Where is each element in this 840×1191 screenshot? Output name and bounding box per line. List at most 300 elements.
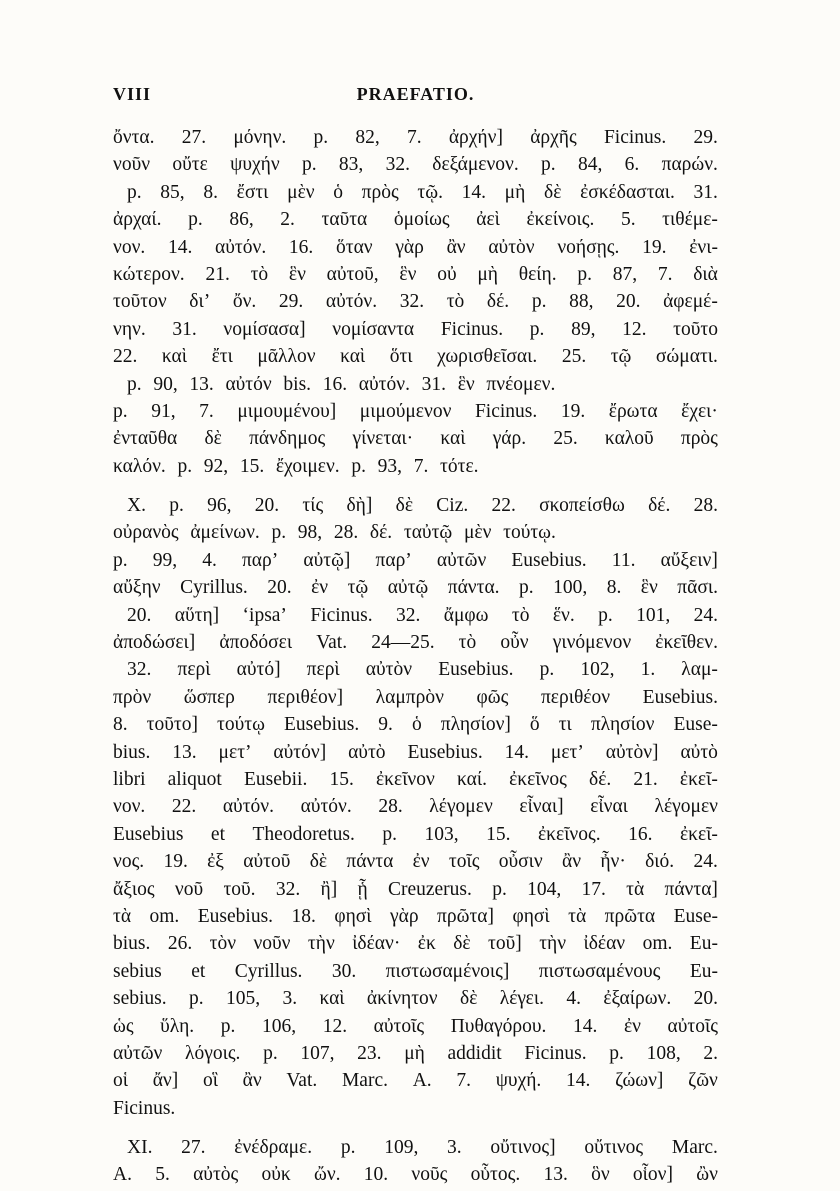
word: ἔρωτα: [608, 400, 658, 422]
word: X.: [127, 495, 146, 517]
word: 21.: [633, 768, 658, 790]
word: τὴν: [539, 933, 567, 955]
word: XI.: [127, 1137, 153, 1159]
word: τῷ.: [417, 181, 443, 203]
word: ἓν: [457, 373, 475, 395]
word: τοῦ]: [488, 933, 522, 955]
word: p.: [301, 154, 317, 176]
word: ὄν.: [232, 291, 257, 313]
word: δὲ: [460, 988, 478, 1010]
word: πάνδημος: [249, 428, 326, 450]
word: 20.: [254, 495, 280, 517]
word: ἐνι-: [689, 236, 718, 258]
word: A.: [113, 1164, 132, 1186]
word: 24.: [693, 851, 718, 873]
word: 103,: [424, 823, 459, 845]
word: τὰ: [626, 878, 645, 900]
word: 20.: [267, 577, 292, 599]
word: Eu-: [689, 933, 718, 955]
word: Marc.: [341, 1070, 388, 1092]
word: 27.: [181, 127, 207, 148]
word: τούτῳ: [217, 714, 265, 736]
word: ἀρχήν]: [448, 127, 503, 148]
text-line: [113, 398, 718, 425]
word: 9.: [378, 714, 393, 736]
word: αὔξειν]: [660, 549, 718, 571]
word: δέ.: [486, 291, 510, 313]
text-line: [113, 371, 718, 398]
text-line: [113, 711, 718, 738]
word: 17.: [581, 878, 606, 900]
word: οὐρανὸς: [113, 522, 179, 544]
word: 31.: [693, 181, 718, 203]
word: ψυχήν: [230, 154, 280, 176]
word: καλόν.: [113, 455, 166, 477]
word: 16.: [322, 373, 348, 395]
word: A.: [412, 1070, 432, 1092]
word: νοήσῃς.: [557, 236, 620, 258]
critical-apparatus-text: [113, 124, 718, 1189]
word: p.: [340, 1137, 356, 1159]
word: διὰ: [693, 263, 718, 285]
word: 15.: [329, 768, 354, 790]
word: τὸ: [250, 263, 269, 285]
word: αὐτῶν: [436, 549, 487, 571]
word: αὔξην: [113, 577, 161, 599]
word: ἔτι: [211, 346, 233, 368]
text-line: [113, 261, 718, 288]
word: μετ’: [550, 741, 584, 763]
word: 7.: [413, 455, 429, 477]
word: 20.: [693, 988, 718, 1010]
word: εἶναι]: [519, 796, 564, 818]
word: καλοῦ: [604, 428, 654, 450]
word: αὐτόν.: [215, 236, 267, 258]
word: 21.: [205, 263, 230, 285]
page-header: [113, 78, 718, 108]
word: πρὸς: [361, 181, 399, 203]
word: ‘ipsa’: [242, 604, 287, 626]
word: λέγει.: [499, 988, 544, 1010]
word: πρῶτα]: [437, 905, 495, 927]
word: ἕν.: [552, 604, 575, 626]
word: δὲ: [204, 428, 222, 450]
word: ἓν: [399, 263, 417, 285]
word: Vat.: [316, 632, 348, 654]
word: τούτῳ.: [503, 522, 556, 544]
word: δὲ: [453, 933, 471, 955]
running-title: PRAEFATIO.: [356, 84, 475, 104]
word: 20.: [616, 291, 641, 313]
text-line: [113, 602, 718, 629]
word: 18.: [291, 905, 316, 927]
word: 98,: [297, 522, 323, 544]
word: et: [210, 823, 225, 845]
word: νοῦν: [253, 933, 291, 955]
word: Ficinus.: [310, 604, 373, 626]
word: ζῶν: [688, 1070, 718, 1092]
word: ἔχοιμεν.: [275, 455, 340, 477]
word: 91,: [151, 400, 176, 422]
word: p.: [313, 127, 329, 148]
word: ἐκείνοις.: [526, 209, 595, 231]
word: p.: [539, 659, 555, 681]
word: νομίσαντα: [332, 318, 415, 340]
text-line: [113, 206, 718, 233]
word: 22.: [491, 495, 516, 517]
word: σώματι.: [655, 346, 718, 368]
word: 109,: [384, 1137, 419, 1159]
word: τοῦτο]: [146, 714, 198, 736]
word: 108,: [646, 1042, 681, 1064]
text-line: [113, 234, 718, 261]
word: 15.: [486, 823, 511, 845]
word: αὐτῷ: [387, 577, 429, 599]
word: νον.: [113, 236, 146, 258]
word: p.: [609, 1042, 624, 1064]
word: 19.: [560, 400, 586, 422]
word: δέ.: [589, 768, 612, 790]
word: 14.: [461, 181, 486, 203]
word: τίς: [302, 495, 324, 517]
word: οἳ: [202, 1070, 218, 1092]
word: διό.: [645, 851, 675, 873]
word: πλησίον: [590, 714, 655, 736]
word: φησὶ: [334, 905, 372, 927]
word: 102,: [580, 659, 615, 681]
word: 93,: [377, 455, 403, 477]
word: ἀφεμέ-: [663, 291, 718, 313]
word: p.: [188, 209, 203, 231]
word: 7.: [657, 263, 673, 285]
word: πιστωσαμένοις]: [385, 960, 510, 982]
word: οὔτινος: [584, 1137, 644, 1159]
word: αὐτόν.: [300, 796, 352, 818]
text-line: [113, 316, 718, 343]
word: 100,: [553, 577, 588, 599]
word: γινόμενον: [552, 632, 632, 654]
word: παρών.: [661, 154, 718, 176]
word: ἦν·: [600, 851, 626, 873]
text-line: [113, 821, 718, 848]
word: τοῦ.: [223, 878, 256, 900]
word: πρὸς: [680, 428, 718, 450]
text-line: [113, 930, 718, 957]
word: 86,: [229, 209, 254, 231]
word: νην.: [113, 318, 146, 340]
word: 31.: [421, 373, 447, 395]
word: ἀποδώσει]: [113, 632, 196, 654]
word: αὐτόν: [225, 373, 272, 395]
word: αὐτὸν: [488, 236, 535, 258]
word: περιθέον: [540, 686, 611, 708]
word: ἀκίνητον: [366, 988, 438, 1010]
word: δέ.: [369, 522, 393, 544]
word: 99,: [152, 549, 178, 571]
word: 32.: [275, 878, 301, 900]
word: μὴ: [504, 181, 526, 203]
word: οὐκ: [261, 1164, 291, 1186]
word: τὸ: [458, 632, 477, 654]
word: 12.: [322, 1015, 348, 1037]
word: p.: [169, 495, 184, 517]
word: bis.: [283, 373, 312, 395]
text-line: [113, 124, 718, 151]
word: 29.: [278, 291, 304, 313]
word: ταῦτα: [321, 209, 368, 231]
word: Theodoretus.: [252, 823, 355, 845]
word: ἐν: [412, 851, 430, 873]
word: om.: [642, 933, 673, 955]
word: ὃν: [591, 1164, 610, 1186]
word: 87,: [612, 263, 638, 285]
word: οὗτος.: [470, 1164, 521, 1186]
word: οὖσιν: [498, 851, 543, 873]
word: 13.: [172, 741, 197, 763]
word: πλησίον]: [440, 714, 511, 736]
word: 107,: [300, 1042, 335, 1064]
word: αὐτὸ: [680, 741, 718, 763]
word: παρ’: [241, 549, 279, 571]
word: 105,: [225, 988, 261, 1010]
word: p.: [351, 455, 366, 477]
word: 32.: [396, 604, 421, 626]
word: αὐτὸ: [348, 741, 386, 763]
word: μιμουμένου]: [237, 400, 337, 422]
word: 96,: [207, 495, 232, 517]
word: ἐκ: [417, 933, 436, 955]
word: 106,: [261, 1015, 297, 1037]
word: 5.: [155, 1164, 170, 1186]
word: ὡς: [113, 1015, 134, 1037]
word: μόνην.: [233, 127, 287, 148]
word: αὐτῶν: [113, 1042, 163, 1064]
word: Eusebius.: [438, 659, 514, 681]
word: 3.: [447, 1137, 462, 1159]
word: τὸν: [209, 933, 237, 955]
word: εἶναι: [590, 796, 628, 818]
word: δὴ]: [346, 495, 373, 517]
word: οἱ: [113, 1070, 128, 1092]
word: οὐ: [437, 263, 457, 285]
word: γὰρ: [390, 905, 419, 927]
word: ἄμφω: [443, 604, 489, 626]
word: ζώων]: [615, 1070, 664, 1092]
text-line: [113, 492, 718, 519]
text-line: [113, 1067, 718, 1094]
word: Ficinus.: [603, 127, 667, 148]
word: 4.: [202, 549, 217, 571]
word: ἐνταῦθα: [113, 428, 178, 450]
word: ἰδέαν: [583, 933, 626, 955]
word: ᾗ: [357, 878, 368, 900]
word: 101,: [636, 604, 671, 626]
word: sebius.: [113, 988, 167, 1010]
word: φησὶ: [512, 905, 550, 927]
word: Eusebius.: [511, 549, 587, 571]
paragraph: [113, 124, 718, 480]
word: 31.: [172, 318, 197, 340]
text-line: [113, 288, 718, 315]
text-line: [113, 656, 718, 683]
word: p.: [263, 1042, 278, 1064]
word: ἀποδόσει: [219, 632, 293, 654]
word: φῶς: [476, 686, 509, 708]
page: [113, 78, 718, 1189]
word: ὁ: [333, 181, 343, 203]
word: 32.: [127, 659, 152, 681]
word: οἷον]: [632, 1164, 673, 1186]
text-line: [113, 876, 718, 903]
word: χωρισθεῖσαι.: [437, 346, 538, 368]
word: p.: [531, 291, 547, 313]
word: 14.: [566, 1070, 591, 1092]
text-line: [113, 425, 718, 452]
word: λόγοις.: [185, 1042, 241, 1064]
word: Creuzerus.: [387, 878, 472, 900]
word: ὅταν: [335, 236, 373, 258]
word: ἐκεῖ-: [679, 768, 718, 790]
word: Euse-: [673, 905, 718, 927]
word: 28.: [378, 796, 403, 818]
word: 27.: [181, 1137, 206, 1159]
word: 2.: [280, 209, 295, 231]
word: 92,: [203, 455, 229, 477]
text-line: [113, 1134, 718, 1161]
word: αὐτό]: [236, 659, 281, 681]
word: μὲν: [287, 181, 315, 203]
word: Eusebius.: [197, 905, 274, 927]
word: sebius: [113, 960, 162, 982]
word: p.: [127, 181, 142, 203]
word: λέγομεν: [654, 796, 718, 818]
word: p.: [127, 373, 142, 395]
word: τὸ: [511, 604, 530, 626]
word: om.: [149, 905, 180, 927]
word: μιμούμενον: [359, 400, 452, 422]
word: 8.: [113, 714, 128, 736]
word: Cyrillus.: [180, 577, 248, 599]
word: αὐτὸν]: [605, 741, 659, 763]
word: ἐσκέδασται.: [580, 181, 675, 203]
word: 14.: [504, 741, 530, 763]
word: 25.: [561, 346, 587, 368]
word: πιστωσαμένους: [538, 960, 661, 982]
word: καὶ: [340, 346, 366, 368]
word: πᾶσι.: [677, 577, 718, 599]
word: γίνεται·: [352, 428, 414, 450]
word: αὐτόν]: [273, 741, 327, 763]
word: ὢν: [696, 1164, 718, 1186]
word: αὐτοῖς: [373, 1015, 425, 1037]
word: γάρ.: [492, 428, 527, 450]
word: αὐτοῖς: [667, 1015, 718, 1037]
word: 19.: [163, 851, 188, 873]
word: 19.: [642, 236, 667, 258]
word: ἐκεῖνον: [375, 768, 435, 790]
word: p.: [492, 878, 507, 900]
word: ὕλη.: [160, 1015, 195, 1037]
word: addidit: [447, 1042, 502, 1064]
word: καὶ: [440, 428, 466, 450]
word: νοῦν: [113, 154, 151, 176]
word: 7.: [406, 127, 422, 148]
word: ἐκεῖ-: [679, 823, 718, 845]
word: πάντα]: [664, 878, 718, 900]
word: 89,: [571, 318, 596, 340]
word: Ficinus.: [440, 318, 504, 340]
text-line: [113, 848, 718, 875]
word: 28.: [693, 495, 718, 517]
word: νοῦ: [174, 878, 204, 900]
word: 25.: [553, 428, 578, 450]
word: 3.: [282, 988, 298, 1010]
word: 8.: [203, 181, 218, 203]
word: δὲ: [309, 851, 328, 873]
word: μᾶλλον: [257, 346, 316, 368]
word: p.: [113, 549, 128, 571]
word: ὁ: [411, 714, 422, 736]
word: 82,: [355, 127, 380, 148]
word: 104,: [527, 878, 562, 900]
word: λέγομεν: [429, 796, 493, 818]
word: ἓν: [288, 263, 306, 285]
word: ἐκεῖθεν.: [655, 632, 718, 654]
word: καὶ: [161, 346, 188, 368]
word: p.: [519, 577, 534, 599]
word: Ficinus.: [524, 1042, 587, 1064]
word: 90,: [153, 373, 178, 395]
word: ἐξ: [207, 851, 224, 873]
word: ἐν: [623, 1015, 641, 1037]
text-line: [113, 766, 718, 793]
word: αὐτὸς: [193, 1164, 239, 1186]
word: ἀρχαί.: [113, 209, 162, 231]
word: 6.: [624, 154, 640, 176]
word: 15.: [239, 455, 265, 477]
word: 5.: [620, 209, 636, 231]
word: τοῦτον: [113, 291, 167, 313]
paragraph: [113, 1134, 718, 1189]
word: ὅτι: [389, 346, 413, 368]
word: αὐτὸν: [365, 659, 413, 681]
word: p.: [577, 263, 592, 285]
word: οὖν: [500, 632, 529, 654]
word: p.: [598, 604, 613, 626]
word: περιθέον]: [267, 686, 344, 708]
word: τὰ: [113, 905, 132, 927]
word: p.: [188, 988, 204, 1010]
word: 28.: [333, 522, 359, 544]
word: 14.: [167, 236, 193, 258]
word: τότε.: [440, 455, 479, 477]
word: ἐν: [311, 577, 329, 599]
text-line: [113, 739, 718, 766]
word: πάντα.: [447, 577, 500, 599]
word: ἀμείνων.: [190, 522, 260, 544]
word: Marc.: [671, 1137, 718, 1159]
word: Eusebius.: [407, 741, 483, 763]
word: 8.: [606, 577, 622, 599]
word: λαμ-: [681, 659, 718, 681]
text-line: [113, 151, 718, 178]
word: σκοπείσθω: [539, 495, 625, 517]
word: Cyrillus.: [234, 960, 303, 982]
word: 14.: [572, 1015, 598, 1037]
word: περὶ: [177, 659, 211, 681]
word: τιθέμε-: [662, 209, 718, 231]
word: ἐκεῖνος.: [537, 823, 601, 845]
